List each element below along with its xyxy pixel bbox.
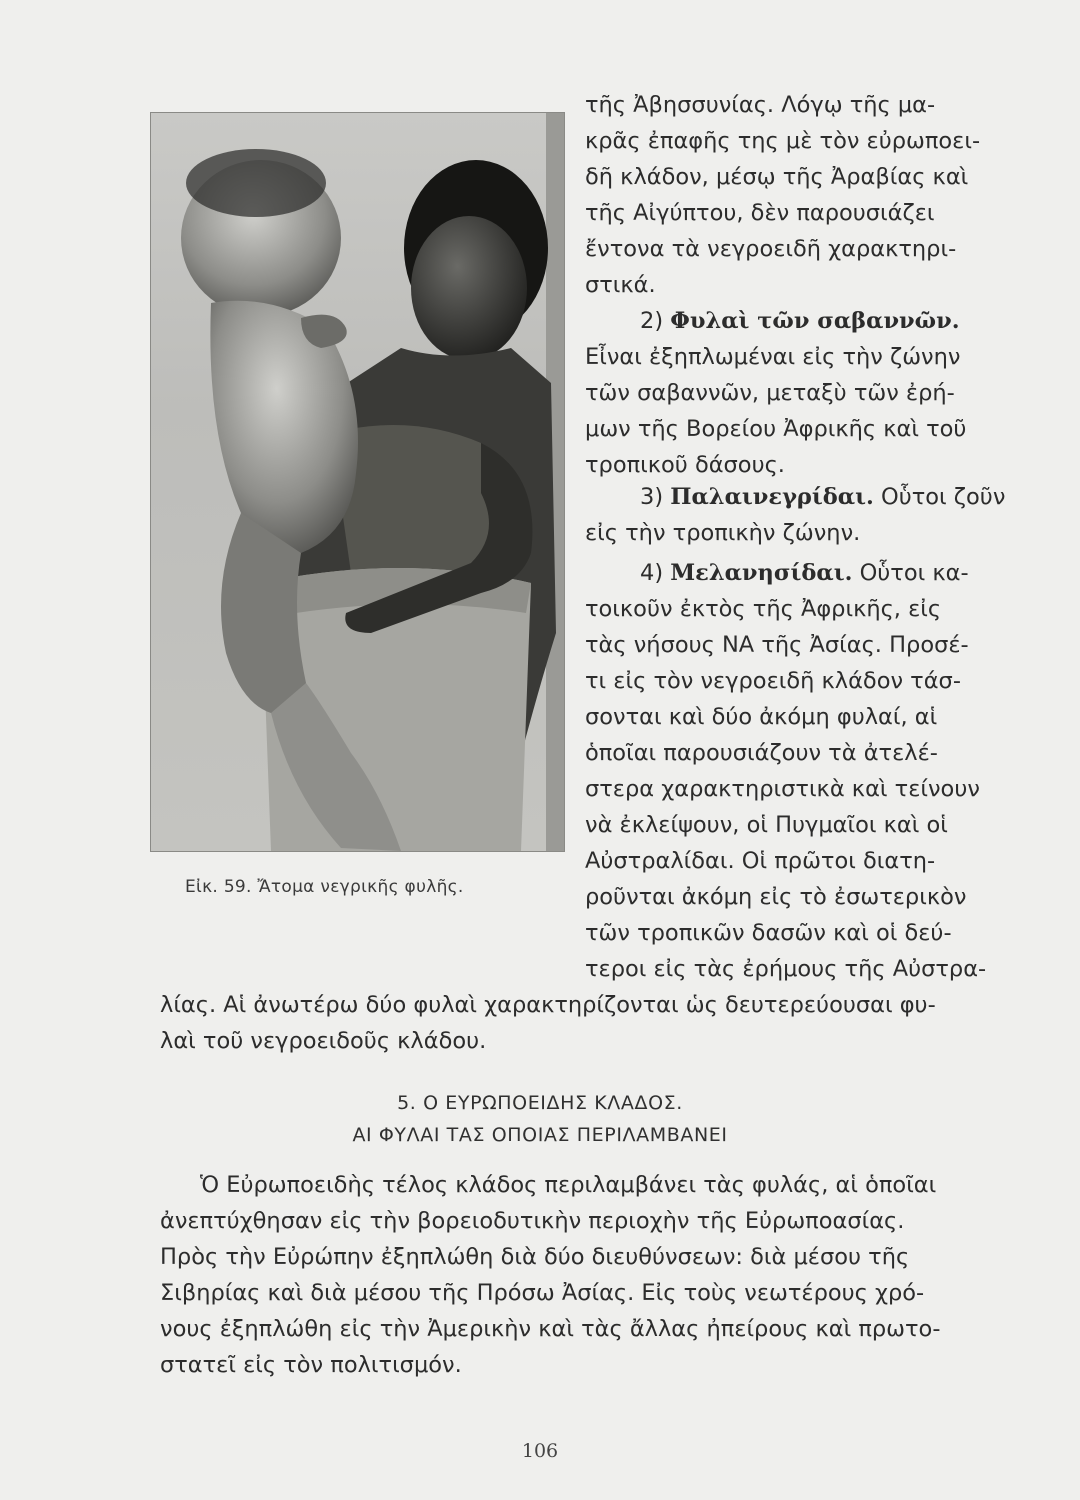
page-number: 106 [521, 1440, 559, 1462]
section-2-heading [640, 308, 960, 334]
text-line: νὰ ἐκλείψουν, οἱ Πυγμαῖοι καὶ οἱ [585, 812, 948, 838]
section-heading-line-1: 5. Ο ΕΥΡΩΠΟΕΙΔΗΣ ΚΛΑΔΟΣ. [397, 1092, 683, 1114]
text-line: τῆς Ἀβησσυνίας. Λόγῳ τῆς μα- [585, 92, 936, 118]
text-line: Εἶναι ἐξηπλωμέναι εἰς τὴν ζώνην [585, 344, 961, 370]
text-line: τοικοῦν ἐκτὸς τῆς Ἀφρικῆς, εἰς [585, 596, 942, 622]
text-line: Ὁ Εὐρωποειδὴς τέλος κλάδος περιλαμβάνει τὰς φυλάς, αἱ ὁποῖαι [200, 1172, 937, 1198]
text-line: ἔντονα τὰ νεγροειδῆ χαρακτηρι- [585, 236, 957, 262]
text-line: Πρὸς τὴν Εὐρώπην ἐξηπλώθη διὰ δύο διευθύνσεων: διὰ μέσου τῆς [160, 1244, 910, 1270]
text-line: τῶν σαβαννῶν, μεταξὺ τῶν ἐρή- [585, 380, 955, 406]
text-line: στερα χαρακτηριστικὰ καὶ τείνουν [585, 776, 980, 802]
text-line: τὰς νήσους ΝΑ τῆς Ἀσίας. Προσέ- [585, 632, 969, 658]
text-line: τροπικοῦ δάσους. [585, 452, 785, 478]
photograph-illustration [151, 113, 564, 851]
text-line: Σιβηρίας καὶ διὰ μέσου τῆς Πρόσω Ἀσίας. Εἰς τοὺς νεωτέρους χρό- [160, 1280, 925, 1306]
section-number: 4) [640, 560, 664, 586]
section-title: Φυλαὶ τῶν σαβαννῶν. [670, 308, 960, 334]
section-number: 2) [640, 308, 664, 334]
text-line: δῆ κλάδον, μέσῳ τῆς Ἀραβίας καὶ [585, 164, 969, 190]
text-line: τεροι εἰς τὰς ἐρήμους τῆς Αὐστρα- [585, 956, 987, 982]
text-line: Αὐστραλίδαι. Οἱ πρῶτοι διατη- [585, 848, 936, 874]
text-line: εἰς τὴν τροπικὴν ζώνην. [585, 520, 861, 546]
section-title: Μελανησίδαι. [670, 560, 853, 586]
text-line: τῶν τροπικῶν δασῶν καὶ οἱ δεύ- [585, 920, 952, 946]
section-title: Παλαινεγρίδαι. [670, 484, 874, 510]
text-line: λίας. Αἱ ἀνωτέρω δύο φυλαὶ χαρακτηρίζονται ὡς δευτερεύουσαι φυ- [160, 992, 936, 1018]
text-line: ροῦνται ἀκόμη εἰς τὸ ἐσωτερικὸν [585, 884, 967, 910]
text-line: νους ἐξηπλώθη εἰς τὴν Ἀμερικὴν καὶ τὰς ἄλλας ἠπείρους καὶ πρωτο- [160, 1316, 941, 1342]
text-line: τι εἰς τὸν νεγροειδῆ κλάδον τάσ- [585, 668, 961, 694]
text-line: τῆς Αἰγύπτου, δὲν παρουσιάζει [585, 200, 935, 226]
figure-caption: Εἰκ. 59. Ἄτομα νεγρικῆς φυλῆς. [185, 877, 464, 897]
text-line: στικά. [585, 272, 656, 298]
section-text: Οὗτοι κα- [859, 560, 969, 586]
text-line: κρᾶς ἐπαφῆς της μὲ τὸν εὐρωποει- [585, 128, 981, 154]
text-line: ἀνεπτύχθησαν εἰς τὴν βορειοδυτικὴν περιοχὴν τῆς Εὐρωποασίας. [160, 1208, 905, 1234]
text-line: ὁποῖαι παρουσιάζουν τὰ ἀτελέ- [585, 740, 938, 766]
text-line: σονται καὶ δύο ἀκόμη φυλαί, αἱ [585, 704, 938, 730]
text-line: μων τῆς Βορείου Ἀφρικῆς καὶ τοῦ [585, 416, 967, 442]
section-3-heading [640, 484, 1005, 510]
text-line: λαὶ τοῦ νεγροειδοῦς κλάδου. [160, 1028, 487, 1054]
section-number: 3) [640, 484, 664, 510]
text-line: στατεῖ εἰς τὸν πολιτισμόν. [160, 1352, 462, 1378]
section-4-heading [640, 560, 969, 586]
section-text: Οὗτοι ζοῦν [880, 484, 1006, 510]
section-heading-line-2: ΑΙ ΦΥΛΑΙ ΤΑΣ ΟΠΟΙΑΣ ΠΕΡΙΛΑΜΒΑΝΕΙ [352, 1124, 728, 1146]
photograph-mother-and-child [150, 112, 565, 852]
